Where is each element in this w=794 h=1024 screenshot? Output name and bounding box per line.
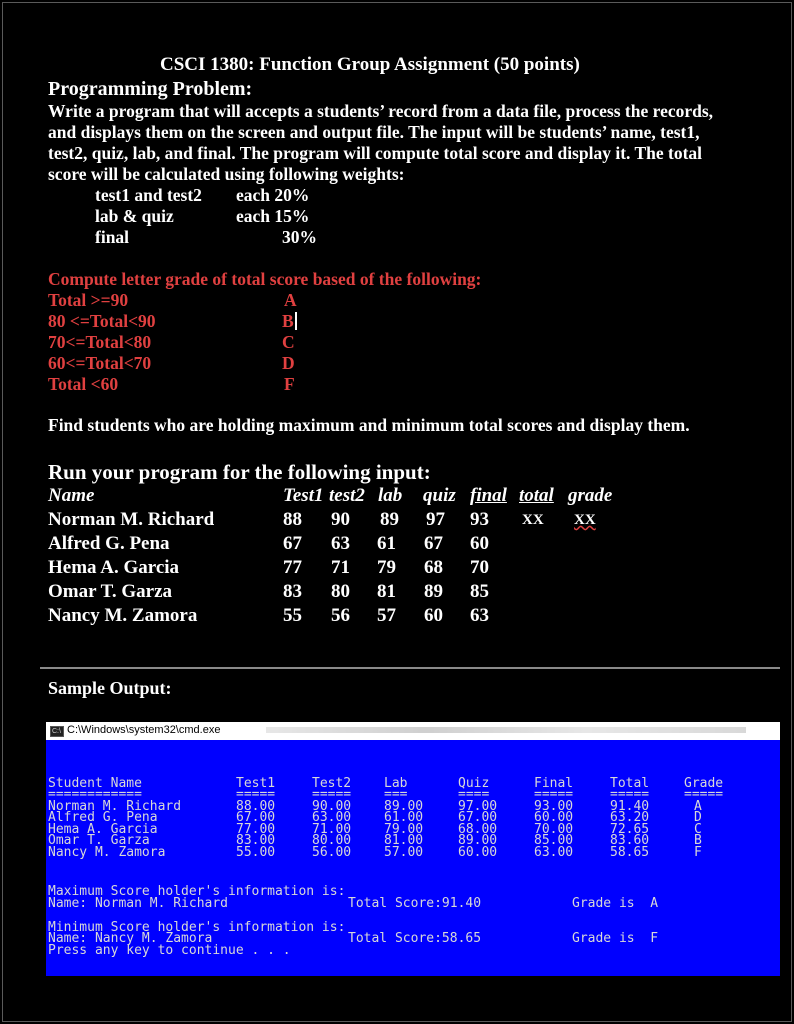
console-row-name: Norman M. Richard xyxy=(48,799,182,814)
console-row-lab: 89.00 xyxy=(384,799,424,814)
console-header-test1: Test1 xyxy=(236,776,276,791)
grade-letter: F xyxy=(284,374,295,394)
grade-letter-wrap xyxy=(282,311,297,332)
console-row-total: 58.65 xyxy=(610,845,650,860)
console-row-test2: 63.00 xyxy=(312,810,352,825)
input-test1: 67 xyxy=(283,533,302,554)
description-line-4: score will be calculated using following weights: xyxy=(48,164,405,184)
console-header-quiz: Quiz xyxy=(458,776,490,791)
input-lab: 79 xyxy=(377,557,396,578)
grade-range: 60<=Total<70 xyxy=(48,353,152,373)
console-underline: ===== xyxy=(534,787,574,802)
press-any-key: Press any key to continue . . . xyxy=(48,943,291,958)
console-row-total: 72.65 xyxy=(610,822,650,837)
weight-value: each 20% xyxy=(236,185,310,205)
console-header-grade: Grade xyxy=(684,776,724,791)
console-row-total: 91.40 xyxy=(610,799,650,814)
console-header-total: Total xyxy=(610,776,650,791)
console-row-quiz: 68.00 xyxy=(458,822,498,837)
input-lab: 81 xyxy=(377,581,396,602)
input-name: Hema A. Garcia xyxy=(48,557,180,578)
input-test2: 80 xyxy=(331,581,350,602)
console-row-total: 83.60 xyxy=(610,833,650,848)
page-title: CSCI 1380: Function Group Assignment (50 points) xyxy=(160,54,580,75)
console-row-grade: B xyxy=(694,833,702,848)
console-underline: ===== xyxy=(684,787,724,802)
input-final: 85 xyxy=(470,581,489,602)
input-final: 93 xyxy=(470,509,489,530)
col-header-test2: test2 xyxy=(329,485,365,506)
description-line-3: test2, quiz, lab, and final. The program will compute total score and display it. The total xyxy=(48,143,703,163)
grade-letter: A xyxy=(284,290,297,310)
input-name: Alfred G. Pena xyxy=(48,533,170,554)
console-row-name: Omar T. Garza xyxy=(48,833,150,848)
input-test2: 90 xyxy=(331,509,350,530)
console-row-test1: 77.00 xyxy=(236,822,276,837)
col-header-final: final xyxy=(470,485,507,506)
min-total: Total Score:58.65 xyxy=(348,931,482,946)
input-test2: 71 xyxy=(331,557,350,578)
console-row-final: 93.00 xyxy=(534,799,574,814)
input-quiz: 89 xyxy=(424,581,443,602)
input-heading: Run your program for the following input: xyxy=(48,460,431,484)
grade-range: 80 <=Total<90 xyxy=(48,311,156,331)
console-row-final: 63.00 xyxy=(534,845,574,860)
max-heading: Maximum Score holder's information is: xyxy=(48,884,346,899)
weight-label: test1 and test2 xyxy=(95,185,202,205)
console-row-test1: 55.00 xyxy=(236,845,276,860)
console-row-quiz: 67.00 xyxy=(458,810,498,825)
input-test1: 88 xyxy=(283,509,302,530)
col-header-grade: grade xyxy=(568,485,613,506)
find-instruction: Find students who are holding maximum and minimum total scores and display them. xyxy=(48,415,690,435)
console-row-quiz: 97.00 xyxy=(458,799,498,814)
console-row-grade: F xyxy=(694,845,702,860)
input-test2: 56 xyxy=(331,605,350,626)
input-quiz: 60 xyxy=(424,605,443,626)
section-divider xyxy=(40,667,780,669)
console-header-lab: Lab xyxy=(384,776,408,791)
console-row-quiz: 60.00 xyxy=(458,845,498,860)
section-heading-programming: Programming Problem: xyxy=(48,78,253,100)
blurred-tabs xyxy=(266,727,746,733)
console-row-quiz: 89.00 xyxy=(458,833,498,848)
console-header-test2: Test2 xyxy=(312,776,352,791)
weight-label: lab & quiz xyxy=(95,206,174,226)
console-row-test2: 90.00 xyxy=(312,799,352,814)
console-underline: ============ xyxy=(48,787,142,802)
weight-value: each 15% xyxy=(236,206,310,226)
min-heading: Minimum Score holder's information is: xyxy=(48,920,346,935)
console-window-title: C:\Windows\system32\cmd.exe xyxy=(67,724,221,736)
console-row-grade: C xyxy=(694,822,702,837)
col-header-quiz: quiz xyxy=(423,485,456,506)
console-underline: === xyxy=(384,787,408,802)
input-final: 60 xyxy=(470,533,489,554)
weight-value: 30% xyxy=(282,227,317,247)
input-total: XX xyxy=(522,512,544,528)
console-output[interactable] xyxy=(46,740,780,976)
console-row-test2: 80.00 xyxy=(312,833,352,848)
console-row-name: Alfred G. Pena xyxy=(48,810,158,825)
grading-heading: Compute letter grade of total score based of the following: xyxy=(48,269,482,289)
console-row-final: 70.00 xyxy=(534,822,574,837)
input-test1: 83 xyxy=(283,581,302,602)
input-name: Omar T. Garza xyxy=(48,581,173,602)
console-row-final: 60.00 xyxy=(534,810,574,825)
input-name: Nancy M. Zamora xyxy=(48,605,198,626)
console-row-final: 85.00 xyxy=(534,833,574,848)
col-header-test1: Test1 xyxy=(283,485,324,506)
grade-range: Total >=90 xyxy=(48,290,129,310)
max-name: Name: Norman M. Richard xyxy=(48,896,229,911)
sample-output-heading: Sample Output: xyxy=(48,678,172,698)
console-row-test1: 88.00 xyxy=(236,799,276,814)
grade-range: Total <60 xyxy=(48,374,119,394)
console-underline: ===== xyxy=(236,787,276,802)
console-row-test1: 67.00 xyxy=(236,810,276,825)
input-test1: 55 xyxy=(283,605,302,626)
input-test1: 77 xyxy=(283,557,302,578)
console-underline: ==== xyxy=(458,787,490,802)
input-lab: 89 xyxy=(380,509,399,530)
col-header-total: total xyxy=(519,485,554,506)
console-header-final: Final xyxy=(534,776,574,791)
input-final: 70 xyxy=(470,557,489,578)
grade-letter: D xyxy=(282,353,295,373)
console-row-name: Nancy M. Zamora xyxy=(48,845,166,860)
grade-letter: B xyxy=(282,311,294,331)
console-row-lab: 57.00 xyxy=(384,845,424,860)
weight-label: final xyxy=(95,227,130,247)
console-underline: ===== xyxy=(312,787,352,802)
console-row-grade: D xyxy=(694,810,702,825)
console-titlebar[interactable] xyxy=(46,722,780,740)
max-grade: Grade is A xyxy=(572,896,659,911)
input-final: 63 xyxy=(470,605,489,626)
min-grade: Grade is F xyxy=(572,931,659,946)
console-row-lab: 61.00 xyxy=(384,810,424,825)
console-row-lab: 79.00 xyxy=(384,822,424,837)
console-underline: ===== xyxy=(610,787,650,802)
console-row-test2: 56.00 xyxy=(312,845,352,860)
input-quiz: 97 xyxy=(426,509,445,530)
max-total: Total Score:91.40 xyxy=(348,896,482,911)
input-name: Norman M. Richard xyxy=(48,509,215,530)
input-quiz: 67 xyxy=(424,533,443,554)
console-row-test2: 71.00 xyxy=(312,822,352,837)
input-test2: 63 xyxy=(331,533,350,554)
input-lab: 61 xyxy=(377,533,396,554)
text-cursor xyxy=(295,312,297,330)
console-row-grade: A xyxy=(694,799,702,814)
input-quiz: 68 xyxy=(424,557,443,578)
description-line-1: Write a program that will accepts a students’ record from a data file, process the records, xyxy=(48,101,714,121)
grade-letter: C xyxy=(282,332,295,352)
col-header-name: Name xyxy=(48,485,95,506)
console-row-name: Hema A. Garcia xyxy=(48,822,158,837)
min-name: Name: Nancy M. Zamora xyxy=(48,931,213,946)
console-row-total: 63.20 xyxy=(610,810,650,825)
input-lab: 57 xyxy=(377,605,396,626)
grade-range: 70<=Total<80 xyxy=(48,332,152,352)
description-line-2: and displays them on the screen and output file. The input will be students’ name, test1, xyxy=(48,122,700,142)
cmd-icon: C:\ xyxy=(50,726,64,737)
console-row-test1: 83.00 xyxy=(236,833,276,848)
console-row-lab: 81.00 xyxy=(384,833,424,848)
col-header-lab: lab xyxy=(378,485,403,506)
console-header-name: Student Name xyxy=(48,776,142,791)
input-grade: XX xyxy=(574,512,596,528)
